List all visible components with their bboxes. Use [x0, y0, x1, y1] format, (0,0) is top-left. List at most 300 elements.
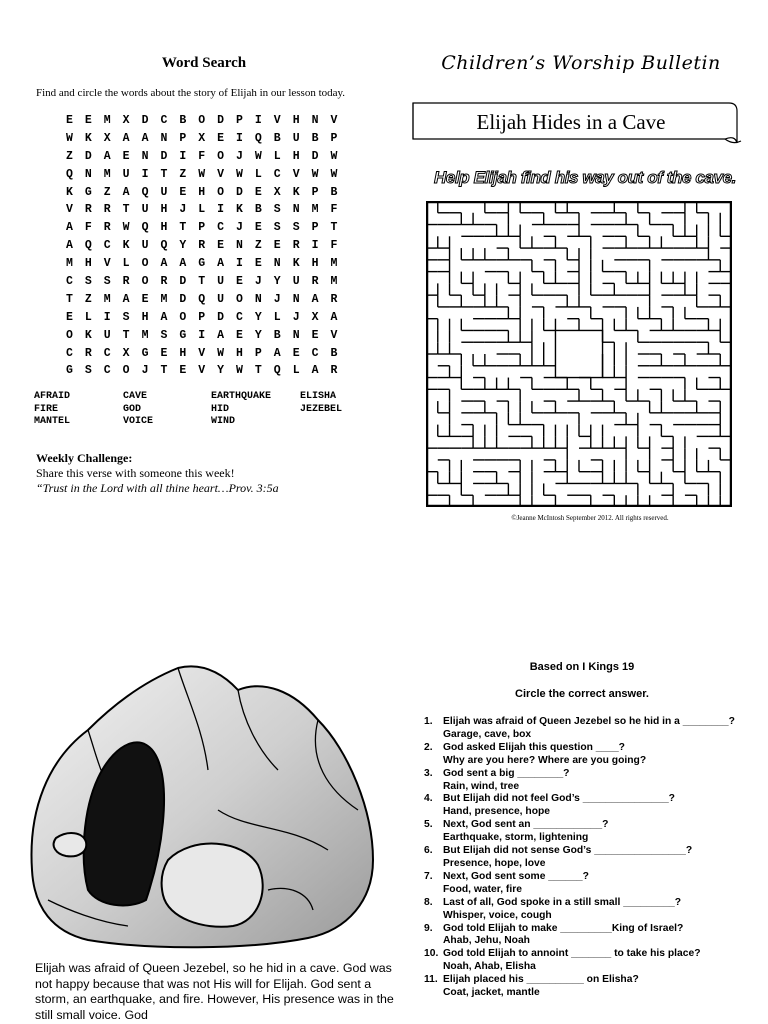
- grid-letter[interactable]: B: [254, 203, 262, 217]
- question-text: Next, God sent an ____________?: [443, 819, 609, 831]
- grid-letter[interactable]: S: [292, 221, 300, 235]
- grid-letter[interactable]: E: [66, 310, 73, 324]
- question-text: Elijah was afraid of Queen Jezebel so he hid in a ________?: [443, 716, 735, 727]
- quiz-question: [424, 716, 764, 742]
- grid-letter[interactable]: N: [141, 149, 149, 163]
- grid-letter[interactable]: T: [122, 203, 130, 217]
- question-number: 2.: [424, 741, 433, 753]
- quiz-question: [424, 819, 764, 845]
- grid-letter[interactable]: A: [122, 292, 130, 306]
- grid-letter[interactable]: K: [122, 239, 130, 253]
- grid-letter[interactable]: B: [273, 131, 281, 145]
- grid-letter[interactable]: S: [103, 275, 111, 289]
- grid-letter[interactable]: E: [217, 131, 225, 145]
- answer-choices[interactable]: Whisper, voice, cough: [443, 909, 552, 921]
- grid-letter[interactable]: A: [311, 292, 319, 306]
- grid-letter[interactable]: F: [84, 221, 92, 235]
- word-list-item: CAVE: [123, 391, 148, 402]
- grid-letter[interactable]: R: [84, 203, 92, 217]
- grid-letter[interactable]: W: [66, 131, 73, 145]
- grid-letter[interactable]: R: [330, 292, 338, 306]
- grid-letter[interactable]: T: [160, 364, 168, 378]
- grid-letter[interactable]: M: [330, 275, 338, 289]
- grid-letter[interactable]: A: [179, 257, 187, 271]
- challenge-line: Share this verse with someone this week!: [36, 466, 235, 480]
- grid-letter[interactable]: K: [292, 257, 300, 271]
- grid-letter[interactable]: W: [122, 221, 130, 235]
- grid-letter[interactable]: K: [84, 131, 92, 145]
- grid-letter[interactable]: V: [198, 364, 206, 378]
- grid-letter[interactable]: E: [273, 239, 281, 253]
- grid-letter[interactable]: U: [141, 239, 149, 253]
- answer-choices[interactable]: Earthquake, storm, lightening: [443, 832, 589, 844]
- grid-letter[interactable]: Y: [217, 364, 225, 378]
- grid-row: [66, 364, 349, 382]
- word-search-title: Word Search: [161, 55, 247, 71]
- question-number: 9.: [424, 922, 433, 934]
- grid-letter[interactable]: L: [122, 257, 130, 271]
- quiz-question: [424, 923, 764, 949]
- grid-letter[interactable]: S: [84, 364, 92, 378]
- grid-letter[interactable]: K: [236, 203, 243, 217]
- grid-letter[interactable]: M: [66, 257, 73, 271]
- grid-letter[interactable]: G: [66, 364, 73, 378]
- grid-letter[interactable]: U: [141, 203, 149, 217]
- grid-letter[interactable]: A: [160, 310, 168, 324]
- grid-letter[interactable]: T: [330, 221, 338, 235]
- grid-letter[interactable]: N: [292, 292, 300, 306]
- grid-letter[interactable]: P: [311, 221, 319, 235]
- grid-letter[interactable]: G: [179, 328, 187, 342]
- grid-letter[interactable]: J: [236, 221, 243, 235]
- grid-letter[interactable]: U: [292, 131, 300, 145]
- grid-letter[interactable]: M: [311, 203, 319, 217]
- grid-letter[interactable]: A: [122, 185, 130, 199]
- grid-letter[interactable]: X: [198, 131, 206, 145]
- grid-letter[interactable]: V: [66, 203, 73, 217]
- grid-letter[interactable]: P: [254, 346, 262, 360]
- grid-letter[interactable]: B: [330, 185, 338, 199]
- quiz-subheading: Circle the correct answer.: [515, 688, 649, 700]
- banner-title: Elijah Hides in a Cave: [476, 110, 666, 134]
- grid-letter[interactable]: Y: [273, 275, 281, 289]
- grid-letter[interactable]: S: [160, 328, 168, 342]
- grid-letter[interactable]: U: [122, 167, 130, 181]
- grid-letter[interactable]: W: [236, 364, 243, 378]
- question-number: 11.: [424, 974, 438, 986]
- grid-letter[interactable]: D: [311, 149, 319, 163]
- grid-letter[interactable]: Z: [254, 239, 262, 253]
- grid-letter[interactable]: V: [198, 346, 206, 360]
- grid-letter[interactable]: M: [160, 292, 168, 306]
- grid-letter[interactable]: R: [292, 239, 300, 253]
- question-number: 7.: [424, 870, 433, 882]
- grid-letter[interactable]: W: [311, 167, 319, 181]
- answer-choices[interactable]: Presence, hope, love: [443, 857, 546, 869]
- grid-letter[interactable]: I: [179, 149, 187, 163]
- grid-letter[interactable]: O: [179, 310, 187, 324]
- grid-letter[interactable]: O: [236, 292, 243, 306]
- grid-row: [66, 329, 349, 347]
- grid-letter[interactable]: A: [66, 239, 73, 253]
- grid-row: [66, 347, 349, 365]
- grid-letter[interactable]: C: [160, 114, 168, 127]
- grid-letter[interactable]: H: [160, 221, 168, 235]
- challenge-verse: “Trust in the Lord with all thine heart…Prov. 3:5a: [36, 481, 279, 495]
- grid-letter[interactable]: C: [273, 167, 281, 181]
- grid-letter[interactable]: Q: [141, 221, 149, 235]
- grid-letter[interactable]: A: [217, 328, 225, 342]
- question-text: But Elijah did not feel God’s _______________?: [443, 793, 675, 805]
- grid-letter[interactable]: E: [84, 114, 92, 127]
- grid-letter[interactable]: A: [273, 346, 281, 360]
- story-text: Elijah was afraid of Queen Jezebel, so he hid in a cave. God was not happy because that was not His will for Elijah. God sent a storm, an earthquake, and fire. However, His presence was in the still small voice. God: [35, 961, 394, 1022]
- grid-letter[interactable]: Q: [84, 239, 92, 253]
- grid-letter[interactable]: N: [292, 203, 300, 217]
- question-text: God sent a big ________?: [443, 767, 570, 779]
- quiz-question: [424, 871, 764, 897]
- grid-letter[interactable]: O: [198, 114, 206, 127]
- grid-letter[interactable]: G: [141, 346, 149, 360]
- grid-letter[interactable]: J: [254, 275, 262, 289]
- quiz-list: [424, 716, 764, 1000]
- grid-letter[interactable]: E: [254, 221, 262, 235]
- grid-letter[interactable]: L: [273, 310, 281, 324]
- grid-letter[interactable]: Q: [273, 364, 281, 378]
- grid-letter[interactable]: H: [236, 346, 243, 360]
- grid-letter[interactable]: F: [330, 239, 338, 253]
- grid-row: [66, 150, 349, 168]
- grid-letter[interactable]: H: [141, 310, 149, 324]
- grid-letter[interactable]: V: [292, 167, 300, 181]
- grid-letter[interactable]: P: [236, 114, 243, 127]
- quiz-question: [424, 793, 764, 819]
- grid-letter[interactable]: Q: [141, 185, 149, 199]
- grid-letter[interactable]: M: [330, 257, 338, 271]
- grid-letter[interactable]: A: [217, 257, 225, 271]
- grid-letter[interactable]: I: [217, 203, 225, 217]
- grid-letter[interactable]: H: [311, 257, 319, 271]
- question-number: 5.: [424, 819, 433, 831]
- answer-choices[interactable]: Why are you here? Where are you going?: [443, 754, 647, 766]
- grid-letter[interactable]: V: [103, 257, 111, 271]
- grid-letter[interactable]: X: [122, 114, 130, 127]
- grid-letter[interactable]: M: [141, 328, 149, 342]
- grid-letter[interactable]: I: [254, 114, 262, 127]
- grid-letter[interactable]: Z: [66, 149, 73, 163]
- grid-letter[interactable]: W: [254, 149, 262, 163]
- grid-letter[interactable]: X: [103, 131, 111, 145]
- grid-letter[interactable]: E: [236, 275, 243, 289]
- grid-letter[interactable]: W: [198, 167, 206, 181]
- grid-letter[interactable]: P: [311, 185, 319, 199]
- grid-letter[interactable]: X: [311, 310, 319, 324]
- grid-letter[interactable]: D: [217, 114, 225, 127]
- grid-letter[interactable]: V: [330, 328, 338, 342]
- grid-letter[interactable]: M: [103, 292, 111, 306]
- weekly-challenge: [36, 451, 279, 496]
- grid-letter[interactable]: U: [217, 292, 225, 306]
- quiz-question: [424, 742, 764, 768]
- grid-letter[interactable]: Q: [254, 131, 262, 145]
- grid-letter[interactable]: C: [103, 364, 111, 378]
- answer-choices[interactable]: Rain, wind, tree: [443, 780, 520, 792]
- grid-letter[interactable]: A: [330, 310, 338, 324]
- grid-letter[interactable]: H: [292, 149, 300, 163]
- grid-letter[interactable]: L: [198, 203, 206, 217]
- grid-letter[interactable]: T: [254, 364, 262, 378]
- grid-letter[interactable]: G: [84, 185, 92, 199]
- grid-letter[interactable]: O: [66, 328, 73, 342]
- grid-row: [66, 203, 349, 221]
- grid-letter[interactable]: V: [217, 167, 225, 181]
- grid-letter[interactable]: J: [236, 149, 243, 163]
- word-search-instructions: Find and circle the words about the story of Elijah in our lesson today.: [36, 87, 346, 99]
- grid-letter[interactable]: P: [198, 221, 206, 235]
- grid-letter[interactable]: S: [273, 203, 281, 217]
- grid-letter[interactable]: T: [198, 275, 206, 289]
- grid-letter[interactable]: Z: [84, 292, 92, 306]
- answer-choices[interactable]: Ahab, Jehu, Noah: [443, 935, 530, 947]
- grid-row: [66, 186, 349, 204]
- grid-letter[interactable]: O: [141, 275, 149, 289]
- grid-letter[interactable]: A: [122, 131, 130, 145]
- word-list: [34, 391, 370, 429]
- grid-letter[interactable]: E: [122, 149, 130, 163]
- grid-row: [66, 311, 349, 329]
- grid-letter[interactable]: C: [311, 346, 319, 360]
- grid-letter[interactable]: E: [160, 346, 168, 360]
- grid-letter[interactable]: L: [292, 364, 300, 378]
- grid-letter[interactable]: J: [273, 292, 281, 306]
- grid-letter[interactable]: H: [84, 257, 92, 271]
- maze-instruction: Help Elijah find his way out of the cave.: [434, 168, 736, 187]
- grid-letter[interactable]: Q: [66, 167, 73, 181]
- grid-letter[interactable]: C: [103, 239, 111, 253]
- bulletin-title: Children’s Worship Bulletin: [441, 52, 721, 74]
- question-text: Last of all, God spoke in a still small _________?: [443, 896, 682, 908]
- grid-letter[interactable]: B: [330, 346, 338, 360]
- grid-letter[interactable]: I: [236, 257, 243, 271]
- grid-letter[interactable]: A: [141, 131, 149, 145]
- grid-letter[interactable]: D: [179, 292, 187, 306]
- grid-letter[interactable]: T: [179, 221, 187, 235]
- grid-letter[interactable]: V: [330, 114, 338, 127]
- grid-letter[interactable]: I: [141, 167, 149, 181]
- question-text: Next, God sent some ______?: [443, 870, 589, 882]
- grid-letter[interactable]: J: [141, 364, 149, 378]
- grid-letter[interactable]: C: [103, 346, 111, 360]
- grid-letter[interactable]: N: [254, 292, 262, 306]
- grid-letter[interactable]: O: [141, 257, 149, 271]
- grid-letter[interactable]: Y: [179, 239, 187, 253]
- grid-letter[interactable]: Z: [103, 185, 111, 199]
- grid-letter[interactable]: R: [160, 275, 168, 289]
- grid-letter[interactable]: U: [292, 275, 300, 289]
- grid-letter[interactable]: W: [330, 167, 338, 181]
- grid-letter[interactable]: Z: [179, 167, 187, 181]
- quiz-question: [424, 768, 764, 794]
- answer-choices[interactable]: Food, water, fire: [443, 883, 522, 895]
- cave-illustration: [28, 660, 378, 950]
- grid-row: [66, 221, 349, 239]
- grid-letter[interactable]: C: [217, 221, 225, 235]
- question-number: 10.: [424, 948, 439, 960]
- question-text: God told Elijah to make _________King of Israel?: [443, 922, 684, 934]
- question-text: But Elijah did not sense God’s ________________?: [443, 845, 693, 857]
- grid-letter[interactable]: R: [103, 203, 111, 217]
- quiz-question: [424, 974, 764, 1000]
- grid-letter[interactable]: N: [84, 167, 92, 181]
- grid-letter[interactable]: E: [292, 346, 300, 360]
- grid-letter[interactable]: F: [198, 149, 206, 163]
- grid-letter[interactable]: F: [330, 203, 338, 217]
- grid-letter[interactable]: R: [103, 221, 111, 235]
- grid-letter[interactable]: E: [179, 185, 187, 199]
- grid-letter[interactable]: E: [217, 239, 225, 253]
- grid-letter[interactable]: H: [198, 185, 206, 199]
- question-text: Elijah placed his __________ on Elisha?: [443, 974, 639, 986]
- grid-letter[interactable]: K: [292, 185, 300, 199]
- grid-letter[interactable]: I: [103, 310, 111, 324]
- grid-letter[interactable]: Q: [160, 239, 168, 253]
- grid-letter[interactable]: S: [122, 310, 130, 324]
- quiz-question: [424, 948, 764, 974]
- grid-letter[interactable]: E: [311, 328, 319, 342]
- grid-letter[interactable]: Y: [254, 310, 262, 324]
- grid-letter[interactable]: I: [311, 239, 319, 253]
- grid-letter[interactable]: E: [254, 185, 262, 199]
- grid-letter[interactable]: W: [217, 346, 225, 360]
- grid-letter[interactable]: R: [330, 364, 338, 378]
- word-list-item: HID: [211, 403, 230, 415]
- grid-row: [66, 275, 349, 293]
- grid-letter[interactable]: W: [236, 167, 243, 181]
- question-text: God told Elijah to annoint _______ to take his place?: [443, 948, 701, 960]
- grid-letter[interactable]: K: [84, 328, 92, 342]
- grid-letter[interactable]: D: [84, 149, 92, 163]
- word-search-grid[interactable]: [66, 114, 349, 382]
- grid-letter[interactable]: N: [311, 114, 319, 127]
- grid-letter[interactable]: U: [217, 275, 225, 289]
- answer-choices[interactable]: Coat, jacket, mantle: [443, 987, 540, 999]
- grid-letter[interactable]: D: [179, 275, 187, 289]
- grid-letter[interactable]: R: [198, 239, 206, 253]
- grid-letter[interactable]: P: [179, 131, 187, 145]
- grid-letter[interactable]: O: [217, 185, 225, 199]
- grid-letter[interactable]: U: [160, 185, 168, 199]
- grid-letter[interactable]: D: [236, 185, 243, 199]
- answer-choices[interactable]: Noah, Ahab, Elisha: [443, 961, 536, 973]
- grid-letter[interactable]: X: [273, 185, 281, 199]
- grid-letter[interactable]: R: [122, 275, 130, 289]
- grid-letter[interactable]: E: [66, 114, 73, 127]
- word-list-item: WIND: [211, 416, 236, 427]
- grid-letter[interactable]: E: [141, 292, 149, 306]
- answer-choices[interactable]: Hand, presence, hope: [443, 806, 551, 818]
- grid-letter[interactable]: L: [84, 310, 92, 324]
- grid-letter[interactable]: E: [236, 328, 243, 342]
- grid-letter[interactable]: C: [236, 310, 243, 324]
- grid-letter[interactable]: C: [66, 346, 73, 360]
- grid-letter[interactable]: S: [84, 275, 92, 289]
- answer-choices[interactable]: Garage, cave, box: [443, 728, 532, 740]
- grid-letter[interactable]: G: [198, 257, 206, 271]
- grid-row: [66, 257, 349, 275]
- grid-row: [66, 239, 349, 257]
- grid-letter[interactable]: A: [66, 221, 73, 235]
- grid-letter[interactable]: J: [292, 310, 300, 324]
- word-list-item: AFRAID: [34, 391, 71, 402]
- grid-letter[interactable]: U: [103, 328, 111, 342]
- question-number: 3.: [424, 767, 433, 779]
- grid-letter[interactable]: A: [103, 149, 111, 163]
- grid-letter[interactable]: I: [236, 131, 243, 145]
- grid-letter[interactable]: V: [273, 114, 281, 127]
- grid-row: [66, 168, 349, 186]
- grid-letter[interactable]: D: [217, 310, 225, 324]
- question-number: 6.: [424, 845, 433, 857]
- grid-letter[interactable]: I: [198, 328, 206, 342]
- grid-letter[interactable]: W: [330, 149, 338, 163]
- grid-letter[interactable]: P: [198, 310, 206, 324]
- grid-letter[interactable]: N: [292, 328, 300, 342]
- grid-letter[interactable]: D: [141, 114, 149, 127]
- maze[interactable]: [426, 201, 732, 507]
- grid-letter[interactable]: O: [122, 364, 130, 378]
- challenge-heading: Weekly Challenge:: [36, 451, 133, 465]
- grid-letter[interactable]: Q: [198, 292, 206, 306]
- grid-letter[interactable]: B: [273, 328, 281, 342]
- grid-letter[interactable]: S: [273, 221, 281, 235]
- grid-letter[interactable]: H: [292, 114, 300, 127]
- grid-letter[interactable]: B: [179, 114, 187, 127]
- grid-letter[interactable]: H: [179, 346, 187, 360]
- grid-letter[interactable]: R: [311, 275, 319, 289]
- grid-letter[interactable]: O: [217, 149, 225, 163]
- grid-letter[interactable]: D: [160, 149, 168, 163]
- grid-letter[interactable]: N: [236, 239, 243, 253]
- grid-letter[interactable]: E: [179, 364, 187, 378]
- grid-letter[interactable]: C: [66, 275, 73, 289]
- grid-letter[interactable]: R: [84, 346, 92, 360]
- grid-letter[interactable]: N: [160, 131, 168, 145]
- grid-letter[interactable]: M: [103, 114, 111, 127]
- grid-row: [66, 293, 349, 311]
- grid-letter[interactable]: A: [311, 364, 319, 378]
- grid-letter[interactable]: B: [311, 131, 319, 145]
- quiz-heading: Based on I Kings 19: [529, 661, 635, 673]
- grid-letter[interactable]: K: [66, 185, 73, 199]
- grid-letter[interactable]: L: [273, 149, 281, 163]
- grid-row: [66, 114, 349, 132]
- grid-letter[interactable]: H: [160, 203, 168, 217]
- grid-letter[interactable]: P: [330, 131, 338, 145]
- grid-letter[interactable]: T: [160, 167, 168, 181]
- grid-letter[interactable]: E: [254, 257, 262, 271]
- grid-letter[interactable]: M: [103, 167, 111, 181]
- grid-letter[interactable]: T: [66, 292, 73, 306]
- word-list-item: JEZEBEL: [300, 403, 343, 415]
- word-list-item: [300, 416, 370, 429]
- grid-letter[interactable]: L: [254, 167, 262, 181]
- grid-letter[interactable]: A: [160, 257, 168, 271]
- grid-letter[interactable]: J: [179, 203, 187, 217]
- grid-letter[interactable]: N: [273, 257, 281, 271]
- grid-letter[interactable]: X: [122, 346, 130, 360]
- grid-letter[interactable]: T: [122, 328, 130, 342]
- grid-letter[interactable]: Y: [254, 328, 262, 342]
